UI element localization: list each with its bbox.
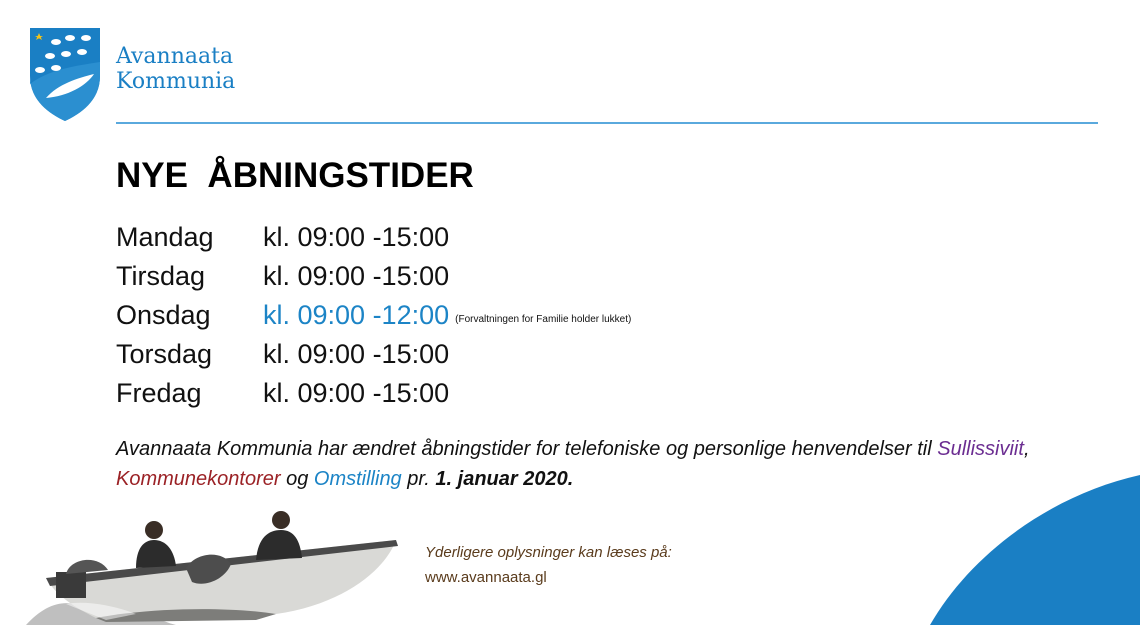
day-label: Mandag xyxy=(116,222,214,252)
time-label: kl. 09:00 -15:00 xyxy=(263,378,450,408)
page-title: NYE ÅBNINGSTIDER xyxy=(116,156,474,195)
day-label: Tirsdag xyxy=(116,261,206,291)
time-label: kl. 09:00 -12:00 (Forvaltningen for Familie holder lukket) xyxy=(263,300,632,330)
more-info-block xyxy=(425,540,672,590)
wednesday-note: (Forvaltningen for Familie holder lukket) xyxy=(455,314,632,325)
place-sullissiviit: Sullissiviit xyxy=(937,438,1024,460)
header-divider xyxy=(116,122,1098,124)
time-label: kl. 09:00 -15:00 xyxy=(263,222,450,252)
more-info-lead: Yderligere oplysninger kan læses på: xyxy=(425,544,672,561)
time-label: kl. 09:00 -15:00 xyxy=(263,261,450,291)
boat-photo xyxy=(26,508,406,625)
day-label: Fredag xyxy=(116,378,202,408)
place-omstilling: Omstilling xyxy=(313,468,402,490)
time-label: kl. 09:00 -15:00 xyxy=(263,339,450,369)
decorative-blue-arc xyxy=(930,475,1140,625)
logo-line-1: Avannaata xyxy=(116,44,234,69)
logo-line-2: Kommunia xyxy=(116,69,236,94)
logo-wordmark xyxy=(116,44,235,94)
notice-paragraph: Avannaata Kommunia har ændret åbningstider for telefoniske og personlige henvendelser til Sullissiviit, Kommunekontorer og Omstilling pr. 1. januar 2020. xyxy=(116,438,1030,490)
day-label: Torsdag xyxy=(116,339,213,369)
place-kommunekontorer: Kommunekontorer xyxy=(116,468,281,490)
coat-of-arms-icon xyxy=(28,26,102,122)
day-label: Onsdag xyxy=(116,300,211,330)
website-link[interactable]: www.avannaata.gl xyxy=(425,569,547,586)
effective-date: 1. januar 2020. xyxy=(435,468,574,490)
